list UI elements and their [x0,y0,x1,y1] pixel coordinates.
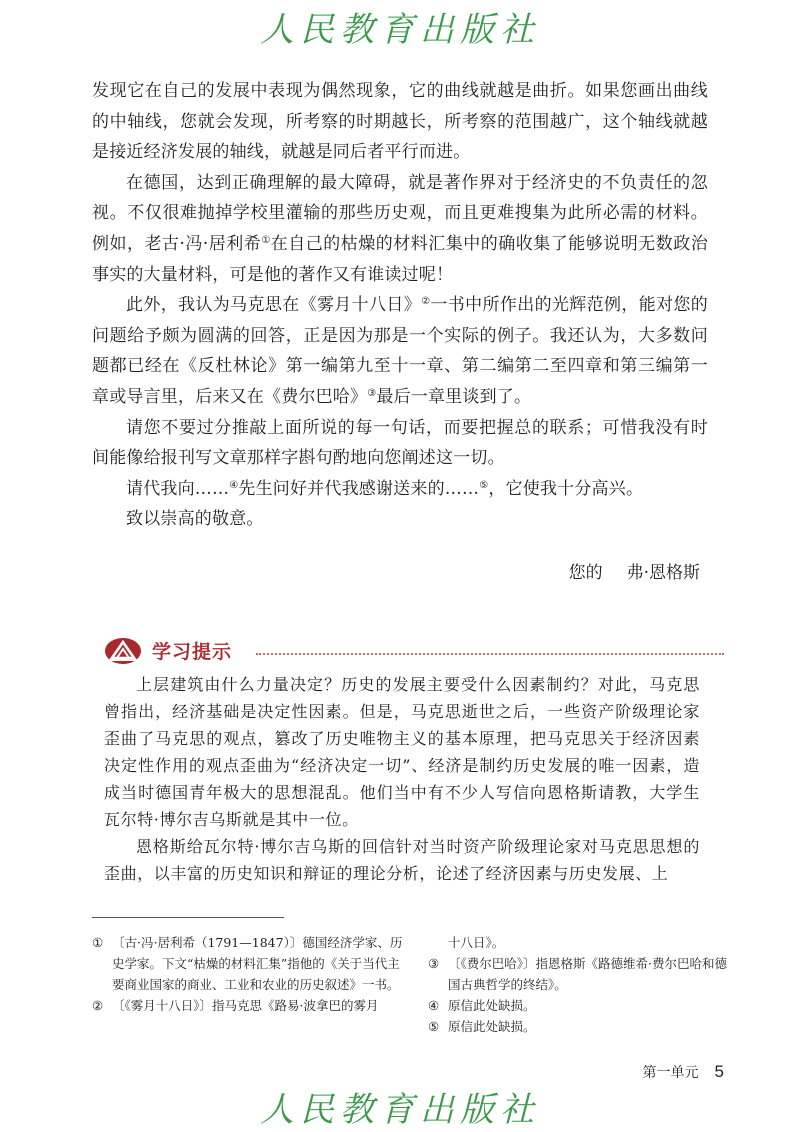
study-tips-title: 学习提示 [152,641,233,663]
paragraph-2: 在德国，达到正确理解的最大障碍，就是著作界对于经济史的不负责任的忽视。不仅很难抛掉学校里灌输的那些历史观，而且更难搜集为此所必需的材料。例如，老古·冯·居利希①在自己的枯燥的材料汇集中的确收集了能够说明无数政治事实的大量材料，可是他的著作又有谁读过呢！ [92,172,708,285]
paragraph-6: 致以崇高的敬意。 [126,509,264,530]
tips-paragraph-1: 上层建筑由什么力量决定？历史的发展主要受什么因素制约？对此，马克思曾指出，经济基础是决定性因素。但是，马克思逝世之后，一些资产阶级理论家歪曲了马克思的观点，篡改了历史唯物主义的基本原理，把马克思关于经济因素决定性作用的观点歪曲为“经济决定一切”、经济是制约历史发展的唯一因素，造成当时德国青年极大的思想混乱。他们当中有不少人写信向恩格斯请教，大学生瓦尔特·博尔吉乌斯就是其中一位。 [104,675,700,829]
footnotes-right-column [428,932,728,1037]
paragraph-3: 此外，我认为马克思在《雾月十八日》②一书中所作出的光辉范例，能对您的问题给予颇为圆满的回答，正是因为那是一个实际的例子。我还认为，大多数问题都已经在《反杜林论》第一编第九至十一章、第二编第二至四章和第三编第一章或导言里，后来又在《费尔巴哈》③最后一章里谈到了。 [92,295,708,407]
page-number: 5 [714,1062,724,1081]
letter-signature [420,558,700,583]
dotted-divider [256,653,724,655]
footnote-4: ④ 原信此处缺损。 [428,998,536,1013]
footnote-ref-3[interactable]: ③ [367,387,377,399]
paragraph-1: 发现它在自己的发展中表现为偶然现象，它的曲线就越是曲折。如果您画出曲线的中轴线，您就会发现，所考察的时期越长，所考察的范围越广，这个轴线就越是接近经济发展的轴线，就越是同后者平行而进。 [92,81,708,163]
paragraph-4: 请您不要过分推敲上面所说的每一句话，而要把握总的联系；可惜我没有时间能像给报刊写文章那样字斟句酌地向您阐述这一切。 [92,417,708,469]
footnote-ref-2[interactable]: ② [421,296,431,308]
footnote-ref-5[interactable]: ⑤ [479,479,489,491]
footnote-1: ① 〔古·冯·居利希（1791—1847）〕德国经济学家、历史学家。下文“枯燥的材料汇集”指他的《关于当代主要商业国家的商业、工业和农业的历史叙述》一书。 [92,935,403,992]
publisher-watermark-bottom: 人民教育出版社 [260,1090,540,1130]
study-tips-body [104,671,700,887]
footnote-ref-1[interactable]: ① [261,234,271,246]
footnotes-left-column [92,932,412,1016]
publisher-watermark-top: 人民教育出版社 [260,10,540,50]
page-footer [600,1062,724,1082]
footnote-2-continued: 十八日》。 [448,935,505,950]
footnote-3: ③ 〔《费尔巴哈》〕指恩格斯《路德维希·费尔巴哈和德国古典哲学的终结》。 [428,956,727,992]
footnote-rule [92,917,284,918]
footnote-ref-4[interactable]: ④ [229,479,239,491]
letter-body [92,76,708,535]
footnote-2: ② 〔《雾月十八日》〕指马克思《路易·波拿巴的雾月 [92,998,379,1013]
paragraph-5: 请代我向……④先生问好并代我感谢送来的……⑤，它使我十分高兴。 [126,478,644,499]
footnote-5: ⑤ 原信此处缺损。 [428,1019,536,1034]
unit-label: 第一单元 [642,1065,699,1081]
study-tips-icon [104,636,142,666]
signature-name: 弗·恩格斯 [626,563,700,583]
signature-label: 您的 [568,563,603,583]
tips-paragraph-2: 恩格斯给瓦尔特·博尔吉乌斯的回信针对当时资产阶级理论家对马克思思想的歪曲，以丰富的历史知识和辩证的理论分析，论述了经济因素与历史发展、上 [104,837,700,883]
study-tips-header [104,634,724,668]
